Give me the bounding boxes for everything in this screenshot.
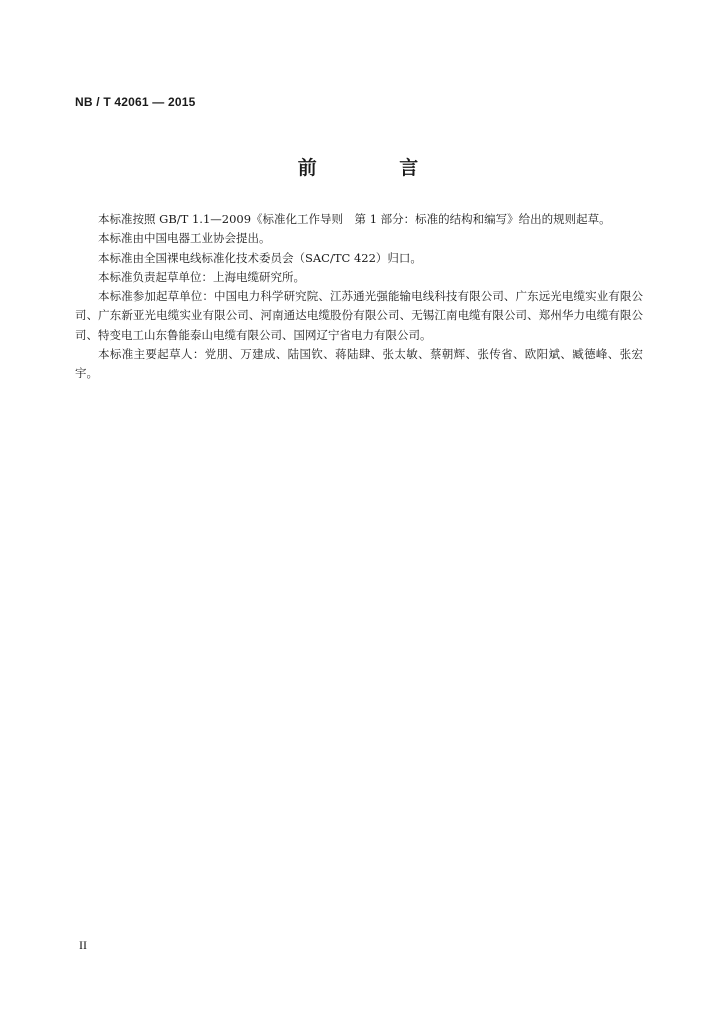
page-number: II	[79, 938, 87, 952]
paragraph-proposer: 本标准由中国电器工业协会提出。	[98, 231, 271, 246]
paragraph-drafting-rules: 本标准按照 GB/T 1.1—2009《标准化工作导则 第 1 部分：标准的结构和编写》给出的规则起草。	[98, 212, 611, 226]
paragraph-committee: 本标准由全国裸电线标准化技术委员会（SAC/TC 422）归口。	[98, 250, 422, 265]
paragraph-main-drafters: 本标准主要起草人：党朋、万建成、陆国钦、蒋陆肆、张太敏、蔡朝辉、张传省、欧阳斌、臧德峰、张宏宇。	[75, 347, 643, 381]
foreword-body	[75, 210, 643, 384]
paragraph-participating-units: 本标准参加起草单位：中国电力科学研究院、江苏通光强能输电线科技有限公司、广东远光电缆实业有限公司、广东新亚光电缆实业有限公司、河南通达电缆股份有限公司、无锡江南电缆有限公司、郑州华力电缆有限公司、特变电工山东鲁能泰山电缆有限公司、国网辽宁省电力有限公司。	[75, 289, 643, 342]
page-title: 前 言	[297, 157, 457, 179]
standard-code-header: NB / T 42061 — 2015	[75, 95, 196, 109]
paragraph-lead-drafter: 本标准负责起草单位：上海电缆研究所。	[98, 269, 305, 284]
